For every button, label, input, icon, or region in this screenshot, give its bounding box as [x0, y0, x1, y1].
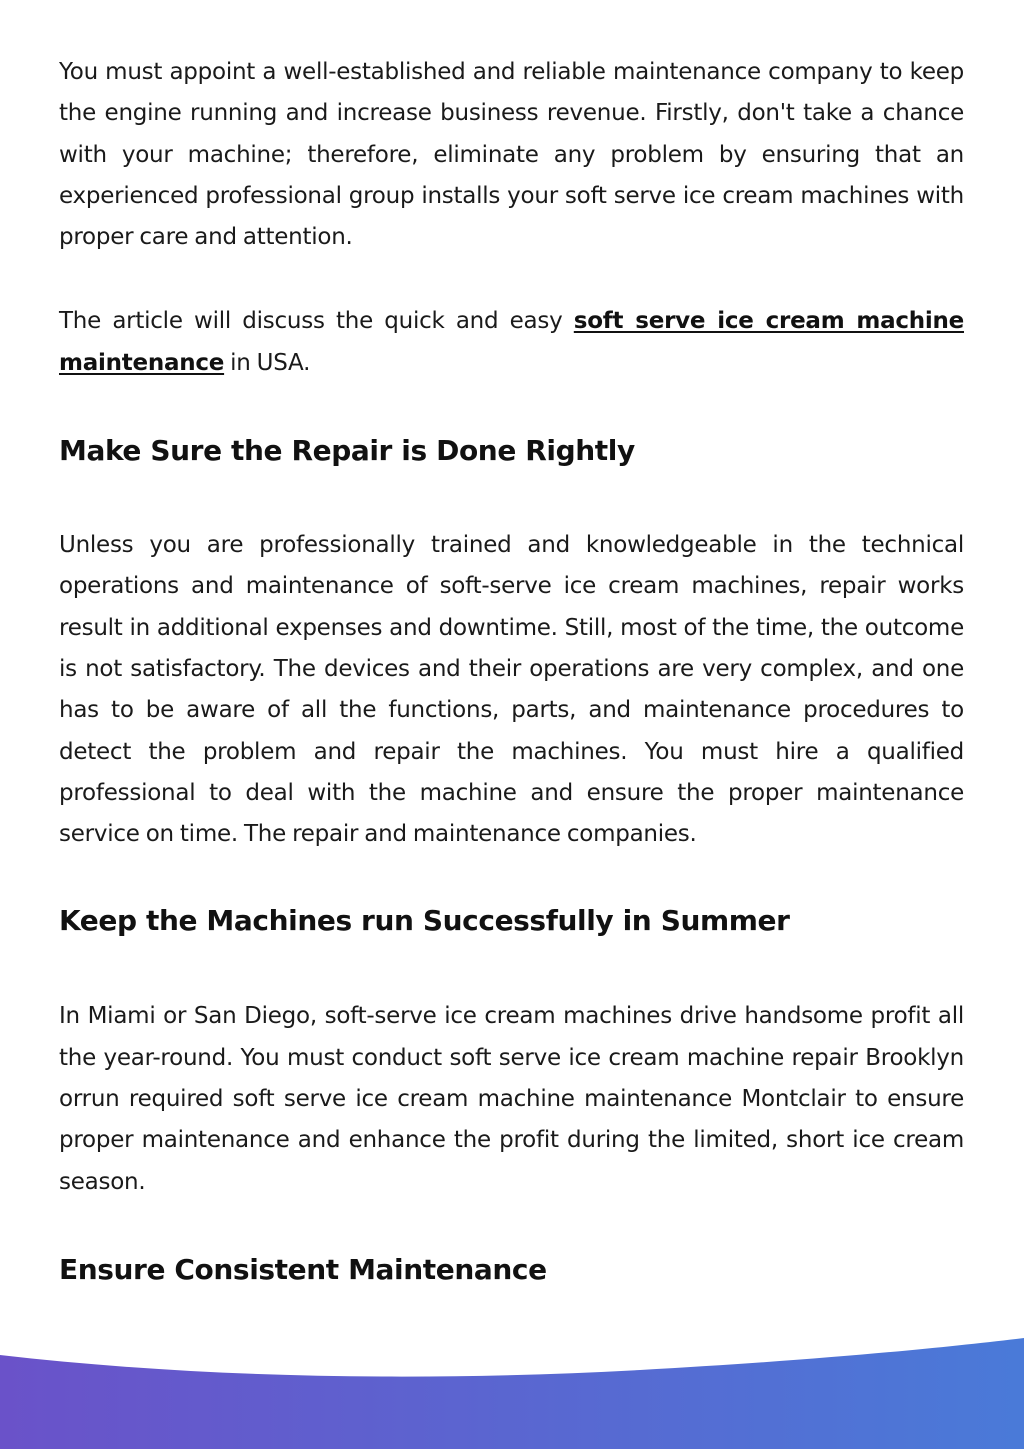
maintenance-link[interactable]: soft serve ice cream machine maintenance	[59, 308, 964, 376]
lead-text-before: The article will discuss the quick and easy	[59, 308, 574, 335]
lead-text-after: in USA.	[224, 349, 311, 376]
intro-paragraph: You must appoint a well-established and reliable maintenance company to keep the engine running and increase business revenue. Firstly, don't take a chance with your machine; therefore, eliminate any problem by ensuring that an experienced professional group installs your soft serve ice cream machines with proper care and attention.	[59, 59, 964, 251]
section-heading-repair: Make Sure the Repair is Done Rightly	[59, 434, 635, 468]
lead-paragraph	[59, 301, 964, 384]
document-page	[59, 52, 964, 1290]
summer-paragraph: In Miami or San Diego, soft-serve ice cream machines drive handsome profit all the year-round. You must conduct soft serve ice cream machine repair Brooklyn orrun required soft serve ice cream machine maintenance Montclair to ensure proper maintenance and enhance the profit during the limited, short ice cream season.	[59, 1003, 964, 1195]
footer-wave-decoration	[0, 1330, 1024, 1449]
section-heading-consistent-maintenance: Ensure Consistent Maintenance	[59, 1252, 547, 1286]
repair-paragraph: Unless you are professionally trained and knowledgeable in the technical operations and maintenance of soft-serve ice cream machines, repair works result in additional expenses and downtime. Still, most of the time, the outcome is not satisfactory. The devices and their operations are very complex, and one has to be aware of all the functions, parts, and maintenance procedures to detect the problem and repair the machines. You must hire a qualified professional to deal with the machine and ensure the proper maintenance service on time. The repair and maintenance companies.	[59, 532, 964, 848]
section-heading-summer: Keep the Machines run Successfully in Summer	[59, 904, 790, 938]
